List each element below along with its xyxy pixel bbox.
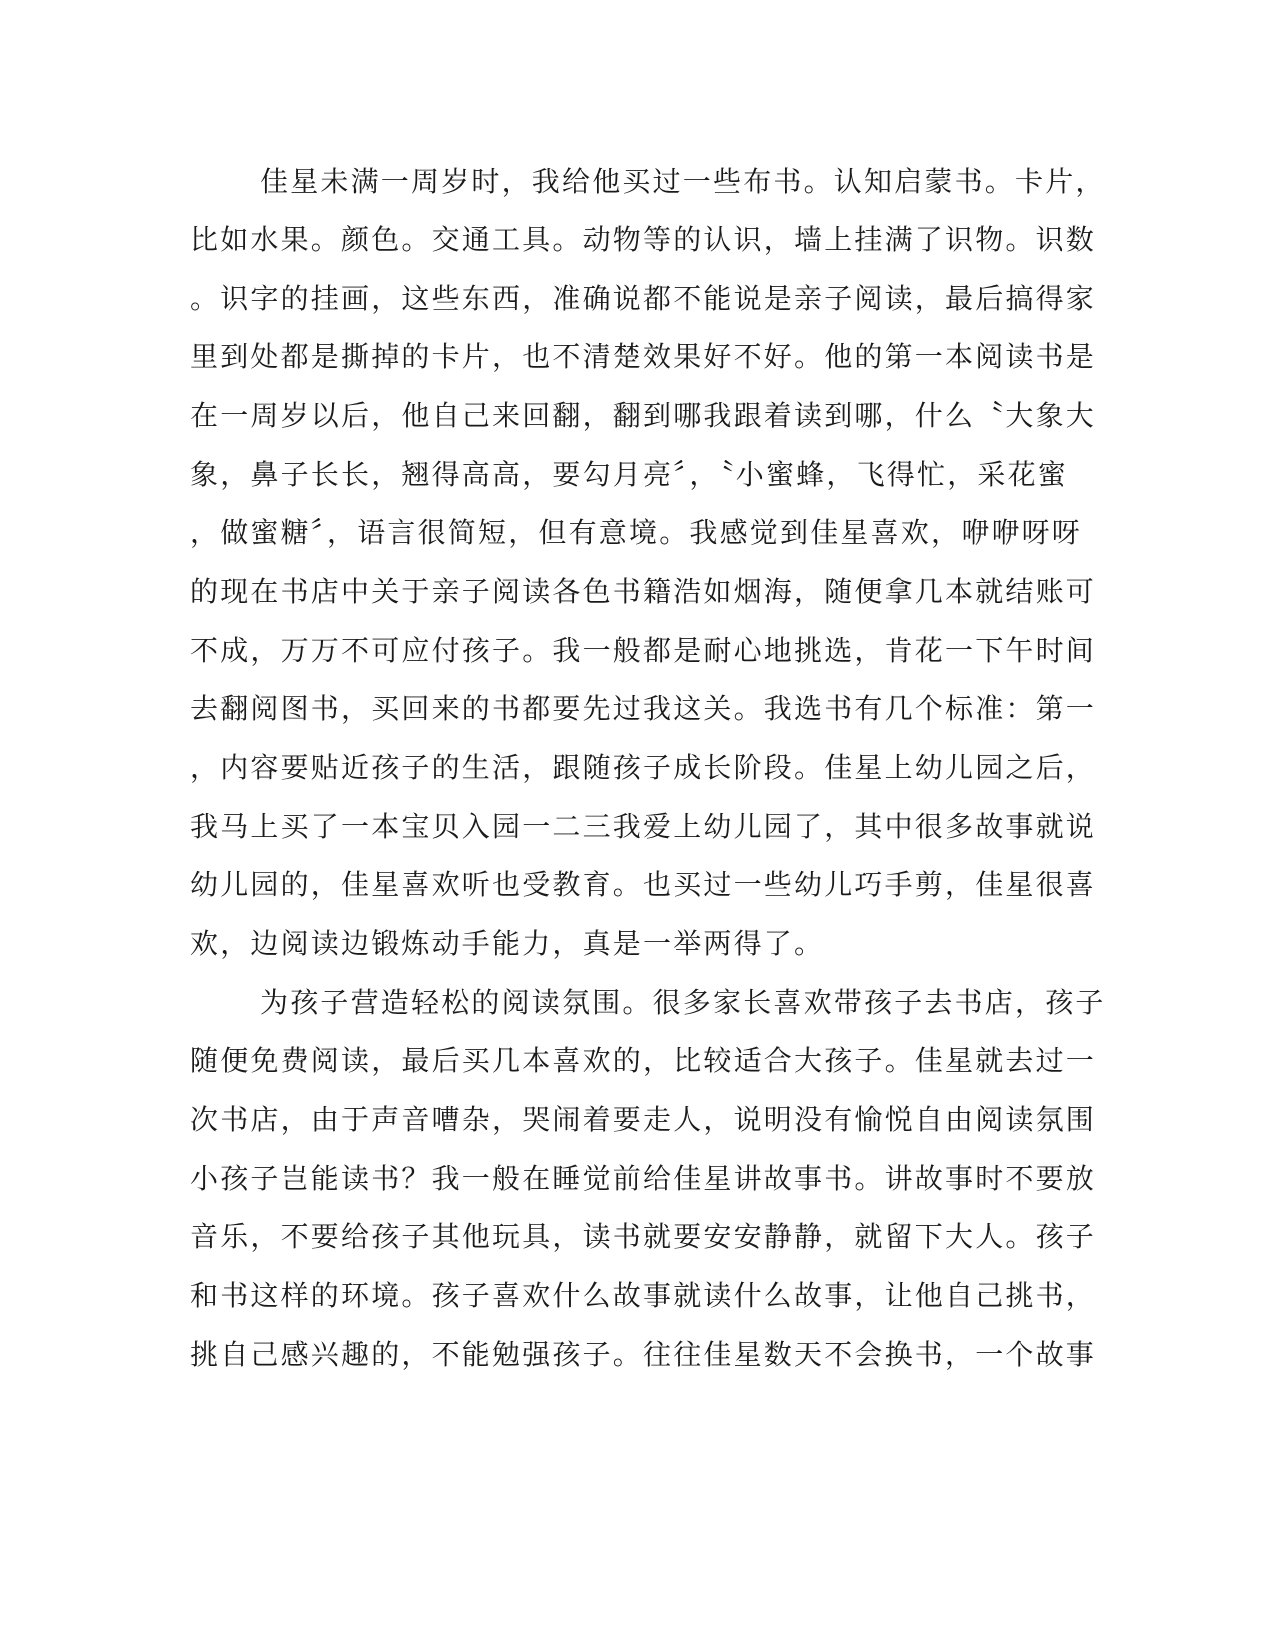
paragraph-2-line-2: 随便免费阅读，最后买几本喜欢的，比较适合大孩子。佳星就去过一 [190, 1044, 1097, 1077]
paragraph-1-line-6: 象，鼻子长长，翘得高高，要勾月亮〞，〝小蜜蜂，飞得忙，采花蜜 [190, 458, 1069, 491]
paragraph-2-line-3: 次书店，由于声音嘈杂，哭闹着要走人，说明没有愉悦自由阅读氛围 [190, 1103, 1097, 1136]
paragraph-1-line-7: ，做蜜糖〞，语言很简短，但有意境。我感觉到佳星喜欢，咿咿呀呀 [190, 516, 1083, 549]
paragraph-2-line-6: 和书这样的环境。孩子喜欢什么故事就读什么故事，让他自己挑书， [190, 1279, 1097, 1312]
paragraph-1-line-12: 我马上买了一本宝贝入园一二三我爱上幼儿园了，其中很多故事就说 [190, 810, 1097, 843]
paragraph-1-line-1: 佳星未满一周岁时，我给他买过一些布书。认知启蒙书。卡片， [260, 165, 1106, 198]
paragraph-2-line-5: 音乐，不要给孩子其他玩具，读书就要安安静静，就留下大人。孩子 [190, 1220, 1097, 1253]
paragraph-1-line-2: 比如水果。颜色。交通工具。动物等的认识，墙上挂满了识物。识数 [190, 223, 1097, 256]
paragraph-2-line-7: 挑自己感兴趣的，不能勉强孩子。往往佳星数天不会换书，一个故事 [190, 1338, 1097, 1371]
paragraph-1-line-14: 欢，边阅读边锻炼动手能力，真是一举两得了。 [190, 927, 825, 960]
paragraph-1-line-11: ，内容要贴近孩子的生活，跟随孩子成长阶段。佳星上幼儿园之后， [190, 751, 1097, 784]
paragraph-1-line-13: 幼儿园的，佳星喜欢听也受教育。也买过一些幼儿巧手剪，佳星很喜 [190, 868, 1097, 901]
paragraph-1-line-8: 的现在书店中关于亲子阅读各色书籍浩如烟海，随便拿几本就结账可 [190, 575, 1097, 608]
paragraph-1-line-3: 。识字的挂画，这些东西，准确说都不能说是亲子阅读，最后搞得家 [190, 282, 1097, 315]
paragraph-1-line-4: 里到处都是撕掉的卡片，也不清楚效果好不好。他的第一本阅读书是 [190, 340, 1097, 373]
paragraph-1-line-10: 去翻阅图书，买回来的书都要先过我这关。我选书有几个标准：第一 [190, 692, 1097, 725]
paragraph-2-line-4: 小孩子岂能读书？我一般在睡觉前给佳星讲故事书。讲故事时不要放 [190, 1162, 1097, 1195]
paragraph-1-line-5: 在一周岁以后，他自己来回翻，翻到哪我跟着读到哪，什么〝大象大 [190, 399, 1097, 432]
paragraph-2-line-1: 为孩子营造轻松的阅读氛围。很多家长喜欢带孩子去书店，孩子 [260, 986, 1106, 1019]
paragraph-1-line-9: 不成，万万不可应付孩子。我一般都是耐心地挑选，肯花一下午时间 [190, 634, 1097, 667]
